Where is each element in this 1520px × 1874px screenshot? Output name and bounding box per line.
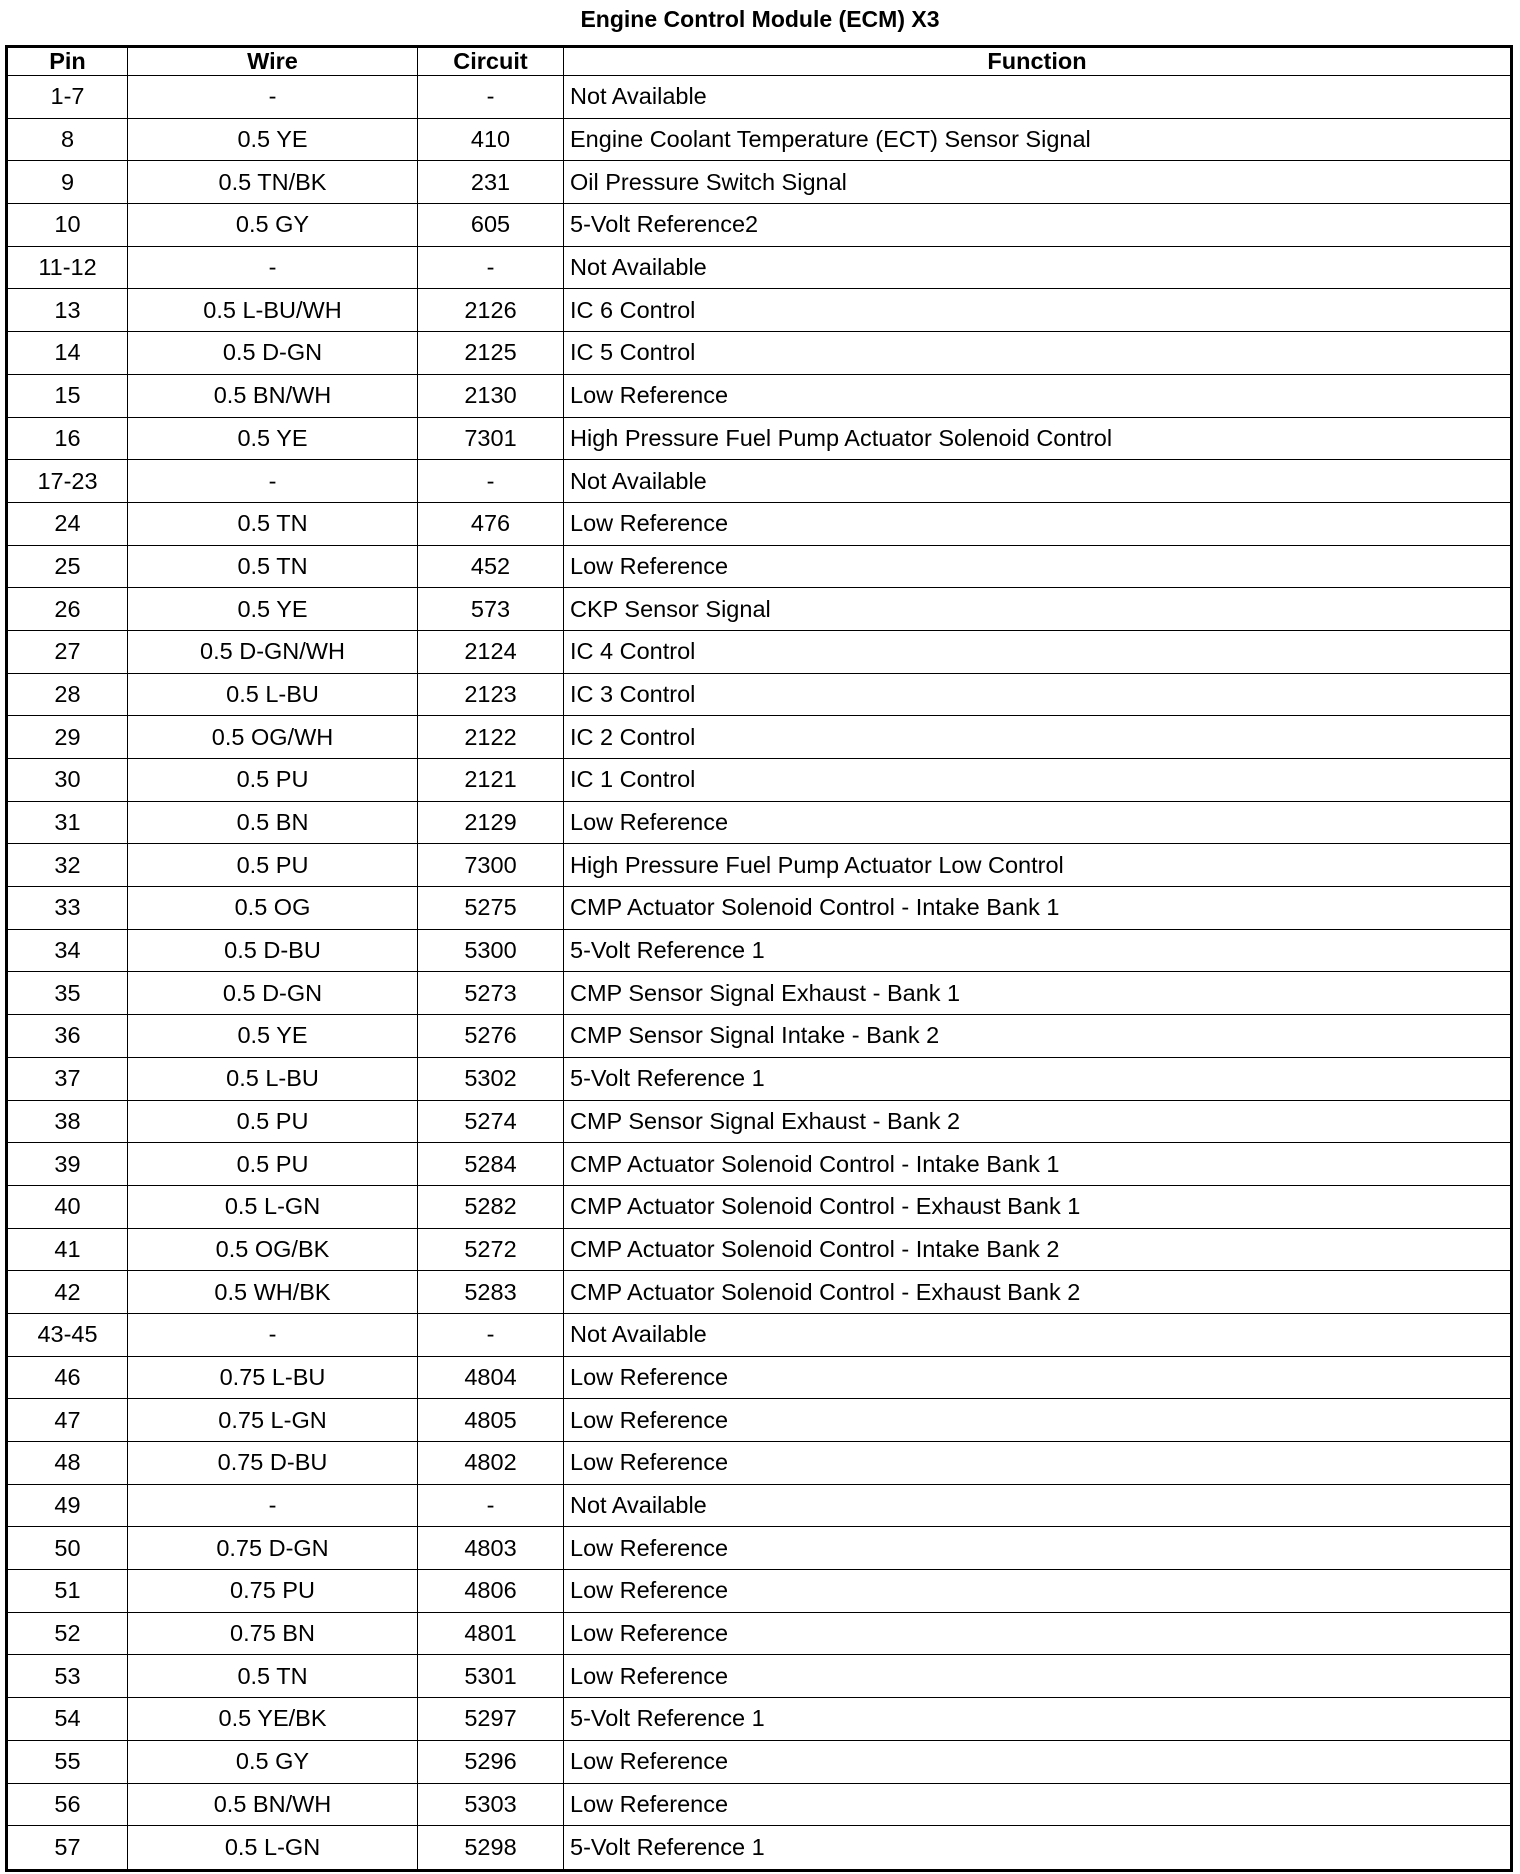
function-cell: 5-Volt Reference2 <box>564 204 1512 247</box>
wire-cell: 0.5 D-GN/WH <box>128 630 418 673</box>
pin-cell: 38 <box>7 1100 128 1143</box>
pin-cell: 47 <box>7 1399 128 1442</box>
pin-cell: 56 <box>7 1783 128 1826</box>
pin-cell: 57 <box>7 1826 128 1871</box>
function-cell: IC 1 Control <box>564 759 1512 802</box>
table-row <box>7 759 1512 802</box>
wire-cell: 0.5 L-BU <box>128 1057 418 1100</box>
pin-cell: 31 <box>7 801 128 844</box>
wire-cell: 0.5 TN <box>128 1655 418 1698</box>
function-cell: Low Reference <box>564 1399 1512 1442</box>
table-row <box>7 289 1512 332</box>
function-cell: CMP Actuator Solenoid Control - Intake Bank 1 <box>564 887 1512 930</box>
table-row <box>7 1484 1512 1527</box>
circuit-cell: 5272 <box>418 1228 564 1271</box>
table-row <box>7 630 1512 673</box>
pin-cell: 13 <box>7 289 128 332</box>
wire-cell: - <box>128 460 418 503</box>
table-row <box>7 673 1512 716</box>
circuit-cell: 2123 <box>418 673 564 716</box>
function-cell: IC 6 Control <box>564 289 1512 332</box>
pin-cell: 1-7 <box>7 76 128 119</box>
wire-cell: 0.5 L-BU/WH <box>128 289 418 332</box>
pin-cell: 30 <box>7 759 128 802</box>
pin-cell: 14 <box>7 332 128 375</box>
table-row <box>7 204 1512 247</box>
wire-cell: 0.5 PU <box>128 1100 418 1143</box>
table-row <box>7 502 1512 545</box>
circuit-cell: 2129 <box>418 801 564 844</box>
circuit-cell: 5275 <box>418 887 564 930</box>
function-cell: Low Reference <box>564 1570 1512 1613</box>
function-cell: Not Available <box>564 460 1512 503</box>
function-cell: CMP Actuator Solenoid Control - Intake Bank 1 <box>564 1143 1512 1186</box>
circuit-cell: 5296 <box>418 1740 564 1783</box>
wire-cell: - <box>128 1484 418 1527</box>
function-cell: Not Available <box>564 76 1512 119</box>
pin-cell: 52 <box>7 1612 128 1655</box>
function-cell: CMP Actuator Solenoid Control - Intake Bank 2 <box>564 1228 1512 1271</box>
pin-cell: 49 <box>7 1484 128 1527</box>
table-row <box>7 1783 1512 1826</box>
table-row <box>7 1143 1512 1186</box>
function-cell: Low Reference <box>564 1356 1512 1399</box>
circuit-cell: 5284 <box>418 1143 564 1186</box>
circuit-cell: 5301 <box>418 1655 564 1698</box>
wire-cell: 0.5 D-GN <box>128 972 418 1015</box>
pin-cell: 41 <box>7 1228 128 1271</box>
table-row <box>7 972 1512 1015</box>
circuit-cell: 2126 <box>418 289 564 332</box>
wire-cell: 0.75 PU <box>128 1570 418 1613</box>
table-row <box>7 844 1512 887</box>
pin-cell: 33 <box>7 887 128 930</box>
wire-cell: 0.5 BN/WH <box>128 1783 418 1826</box>
function-cell: 5-Volt Reference 1 <box>564 1826 1512 1871</box>
table-header <box>7 47 1512 76</box>
pinout-table <box>5 45 1513 1872</box>
wire-cell: 0.5 YE <box>128 417 418 460</box>
pin-cell: 17-23 <box>7 460 128 503</box>
wire-cell: 0.5 OG/BK <box>128 1228 418 1271</box>
table-row <box>7 1271 1512 1314</box>
wire-cell: - <box>128 246 418 289</box>
table-row <box>7 1356 1512 1399</box>
column-header-pin: Pin <box>7 47 128 76</box>
table-row <box>7 374 1512 417</box>
circuit-cell: 4804 <box>418 1356 564 1399</box>
circuit-cell: - <box>418 246 564 289</box>
circuit-cell: - <box>418 1484 564 1527</box>
circuit-cell: 2125 <box>418 332 564 375</box>
wire-cell: 0.5 D-GN <box>128 332 418 375</box>
circuit-cell: 476 <box>418 502 564 545</box>
function-cell: Low Reference <box>564 1612 1512 1655</box>
table-row <box>7 1442 1512 1485</box>
wire-cell: 0.5 WH/BK <box>128 1271 418 1314</box>
wire-cell: 0.5 TN <box>128 502 418 545</box>
pin-cell: 35 <box>7 972 128 1015</box>
wire-cell: 0.5 TN/BK <box>128 161 418 204</box>
function-cell: IC 5 Control <box>564 332 1512 375</box>
column-header-wire: Wire <box>128 47 418 76</box>
function-cell: Low Reference <box>564 1442 1512 1485</box>
wire-cell: 0.5 YE/BK <box>128 1698 418 1741</box>
circuit-cell: - <box>418 76 564 119</box>
circuit-cell: 231 <box>418 161 564 204</box>
table-row <box>7 1527 1512 1570</box>
wire-cell: 0.5 L-GN <box>128 1185 418 1228</box>
header-row <box>7 47 1512 76</box>
column-header-function: Function <box>564 47 1512 76</box>
function-cell: IC 4 Control <box>564 630 1512 673</box>
pin-cell: 9 <box>7 161 128 204</box>
function-cell: Low Reference <box>564 1655 1512 1698</box>
pin-cell: 27 <box>7 630 128 673</box>
table-row <box>7 545 1512 588</box>
function-cell: Oil Pressure Switch Signal <box>564 161 1512 204</box>
pin-cell: 50 <box>7 1527 128 1570</box>
wire-cell: 0.5 PU <box>128 844 418 887</box>
table-row <box>7 76 1512 119</box>
wire-cell: 0.5 YE <box>128 118 418 161</box>
wire-cell: 0.75 D-GN <box>128 1527 418 1570</box>
page-title: Engine Control Module (ECM) X3 <box>580 6 940 32</box>
table-row <box>7 929 1512 972</box>
table-row <box>7 417 1512 460</box>
circuit-cell: 5303 <box>418 1783 564 1826</box>
wire-cell: 0.75 BN <box>128 1612 418 1655</box>
wire-cell: 0.5 BN <box>128 801 418 844</box>
circuit-cell: 7301 <box>418 417 564 460</box>
wire-cell: 0.5 L-GN <box>128 1826 418 1871</box>
wire-cell: 0.5 L-BU <box>128 673 418 716</box>
pin-cell: 8 <box>7 118 128 161</box>
table-row <box>7 332 1512 375</box>
circuit-cell: 5276 <box>418 1015 564 1058</box>
function-cell: Not Available <box>564 1313 1512 1356</box>
circuit-cell: 5302 <box>418 1057 564 1100</box>
circuit-cell: 452 <box>418 545 564 588</box>
function-cell: 5-Volt Reference 1 <box>564 1057 1512 1100</box>
wire-cell: 0.5 BN/WH <box>128 374 418 417</box>
wire-cell: 0.5 YE <box>128 1015 418 1058</box>
pin-cell: 28 <box>7 673 128 716</box>
wire-cell: 0.5 YE <box>128 588 418 631</box>
table-row <box>7 1612 1512 1655</box>
wire-cell: - <box>128 1313 418 1356</box>
circuit-cell: 2121 <box>418 759 564 802</box>
function-cell: 5-Volt Reference 1 <box>564 1698 1512 1741</box>
pin-cell: 36 <box>7 1015 128 1058</box>
circuit-cell: 4805 <box>418 1399 564 1442</box>
function-cell: Low Reference <box>564 502 1512 545</box>
function-cell: Low Reference <box>564 545 1512 588</box>
pin-cell: 55 <box>7 1740 128 1783</box>
function-cell: Low Reference <box>564 1783 1512 1826</box>
function-cell: Not Available <box>564 246 1512 289</box>
circuit-cell: 5282 <box>418 1185 564 1228</box>
pin-cell: 34 <box>7 929 128 972</box>
function-cell: High Pressure Fuel Pump Actuator Solenoid Control <box>564 417 1512 460</box>
wire-cell: 0.5 D-BU <box>128 929 418 972</box>
function-cell: IC 2 Control <box>564 716 1512 759</box>
table-row <box>7 1655 1512 1698</box>
pin-cell: 25 <box>7 545 128 588</box>
wire-cell: 0.5 TN <box>128 545 418 588</box>
pin-cell: 46 <box>7 1356 128 1399</box>
table-row <box>7 716 1512 759</box>
function-cell: CMP Sensor Signal Intake - Bank 2 <box>564 1015 1512 1058</box>
function-cell: CMP Actuator Solenoid Control - Exhaust Bank 2 <box>564 1271 1512 1314</box>
function-cell: High Pressure Fuel Pump Actuator Low Control <box>564 844 1512 887</box>
circuit-cell: 5297 <box>418 1698 564 1741</box>
circuit-cell: 4806 <box>418 1570 564 1613</box>
table-row <box>7 1313 1512 1356</box>
wire-cell: 0.5 OG/WH <box>128 716 418 759</box>
wire-cell: 0.75 L-GN <box>128 1399 418 1442</box>
pin-cell: 42 <box>7 1271 128 1314</box>
function-cell: Not Available <box>564 1484 1512 1527</box>
table-row <box>7 1570 1512 1613</box>
wire-cell: 0.75 L-BU <box>128 1356 418 1399</box>
pin-cell: 32 <box>7 844 128 887</box>
circuit-cell: 4803 <box>418 1527 564 1570</box>
pin-cell: 43-45 <box>7 1313 128 1356</box>
circuit-cell: 4801 <box>418 1612 564 1655</box>
function-cell: Engine Coolant Temperature (ECT) Sensor Signal <box>564 118 1512 161</box>
function-cell: Low Reference <box>564 1740 1512 1783</box>
table-row <box>7 1015 1512 1058</box>
table-row <box>7 1185 1512 1228</box>
wire-cell: 0.5 GY <box>128 1740 418 1783</box>
table-row <box>7 161 1512 204</box>
pin-cell: 51 <box>7 1570 128 1613</box>
wire-cell: 0.5 OG <box>128 887 418 930</box>
circuit-cell: 4802 <box>418 1442 564 1485</box>
circuit-cell: 7300 <box>418 844 564 887</box>
function-cell: CKP Sensor Signal <box>564 588 1512 631</box>
pin-cell: 54 <box>7 1698 128 1741</box>
function-cell: Low Reference <box>564 374 1512 417</box>
function-cell: Low Reference <box>564 1527 1512 1570</box>
circuit-cell: 5298 <box>418 1826 564 1871</box>
column-header-circuit: Circuit <box>418 47 564 76</box>
pin-cell: 24 <box>7 502 128 545</box>
table-row <box>7 588 1512 631</box>
table-row <box>7 801 1512 844</box>
table-row <box>7 1100 1512 1143</box>
circuit-cell: - <box>418 1313 564 1356</box>
pin-cell: 29 <box>7 716 128 759</box>
circuit-cell: 2122 <box>418 716 564 759</box>
pin-cell: 40 <box>7 1185 128 1228</box>
function-cell: Low Reference <box>564 801 1512 844</box>
table-row <box>7 246 1512 289</box>
table-row <box>7 1228 1512 1271</box>
circuit-cell: 5300 <box>418 929 564 972</box>
table-row <box>7 1826 1512 1871</box>
circuit-cell: 410 <box>418 118 564 161</box>
circuit-cell: 605 <box>418 204 564 247</box>
wire-cell: 0.75 D-BU <box>128 1442 418 1485</box>
table-row <box>7 460 1512 503</box>
circuit-cell: 573 <box>418 588 564 631</box>
function-cell: CMP Actuator Solenoid Control - Exhaust Bank 1 <box>564 1185 1512 1228</box>
table-row <box>7 1740 1512 1783</box>
pin-cell: 15 <box>7 374 128 417</box>
table-row <box>7 1698 1512 1741</box>
table-body <box>7 76 1512 1871</box>
wire-cell: - <box>128 76 418 119</box>
table-row <box>7 1057 1512 1100</box>
circuit-cell: 2130 <box>418 374 564 417</box>
pin-cell: 26 <box>7 588 128 631</box>
function-cell: 5-Volt Reference 1 <box>564 929 1512 972</box>
pin-cell: 53 <box>7 1655 128 1698</box>
circuit-cell: 5274 <box>418 1100 564 1143</box>
table-row <box>7 887 1512 930</box>
pin-cell: 39 <box>7 1143 128 1186</box>
function-cell: IC 3 Control <box>564 673 1512 716</box>
function-cell: CMP Sensor Signal Exhaust - Bank 1 <box>564 972 1512 1015</box>
circuit-cell: - <box>418 460 564 503</box>
wire-cell: 0.5 PU <box>128 759 418 802</box>
pin-cell: 11-12 <box>7 246 128 289</box>
circuit-cell: 5273 <box>418 972 564 1015</box>
circuit-cell: 5283 <box>418 1271 564 1314</box>
table-row <box>7 1399 1512 1442</box>
pin-cell: 16 <box>7 417 128 460</box>
pin-cell: 10 <box>7 204 128 247</box>
function-cell: CMP Sensor Signal Exhaust - Bank 2 <box>564 1100 1512 1143</box>
pin-cell: 37 <box>7 1057 128 1100</box>
wire-cell: 0.5 GY <box>128 204 418 247</box>
pin-cell: 48 <box>7 1442 128 1485</box>
table-row <box>7 118 1512 161</box>
wire-cell: 0.5 PU <box>128 1143 418 1186</box>
circuit-cell: 2124 <box>418 630 564 673</box>
